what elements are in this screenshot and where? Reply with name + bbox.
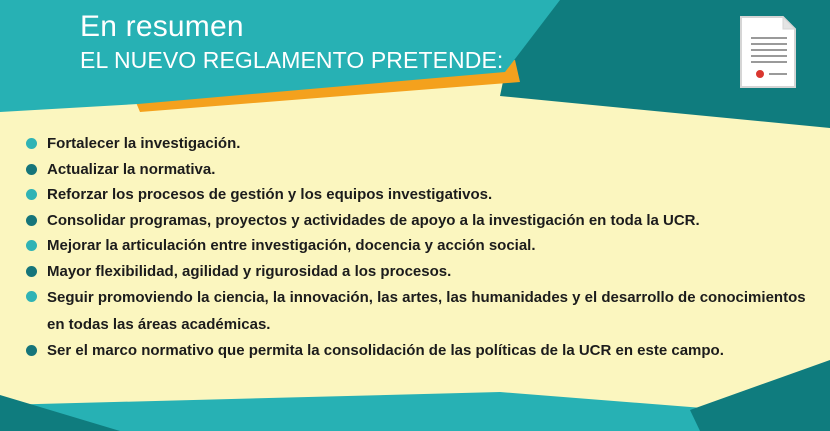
list-item-text: Mayor flexibilidad, agilidad y rigurosidad a los procesos. xyxy=(47,262,452,280)
list-item-text: Actualizar la normativa. xyxy=(47,160,216,178)
list-item xyxy=(26,131,826,157)
list-item xyxy=(26,259,826,285)
list-item xyxy=(26,338,826,364)
page-subtitle: EL NUEVO REGLAMENTO PRETENDE: xyxy=(80,47,504,73)
page-title: En resumen xyxy=(80,10,244,43)
list-item-text: Seguir promoviendo la ciencia, la innovación, las artes, las humanidades y el desarrollo de conocimientos en todas las áreas académicas. xyxy=(47,289,806,333)
document-icon xyxy=(739,15,797,89)
header xyxy=(80,10,503,74)
bottom-right-dark-wedge xyxy=(690,360,830,431)
list-item-text: Mejorar la articulación entre investigación, docencia y acción social. xyxy=(47,237,536,254)
list-item xyxy=(26,284,826,338)
bullet-dot-icon xyxy=(26,291,37,302)
bullet-dot-icon xyxy=(26,215,37,226)
bullet-dot-icon xyxy=(26,266,37,277)
bullet-dot-icon xyxy=(26,164,37,175)
bullet-dot-icon xyxy=(26,345,37,356)
list-item-text: Ser el marco normativo que permita la consolidación de las políticas de la UCR en este campo. xyxy=(47,342,724,359)
list-item-text: Consolidar programas, proyectos y actividades de apoyo a la investigación en toda la UCR. xyxy=(47,211,700,229)
list-item xyxy=(26,208,826,234)
list-item-text: Reforzar los procesos de gestión y los equipos investigativos. xyxy=(47,186,493,203)
list-item xyxy=(26,157,826,183)
list-item xyxy=(26,233,826,259)
bullet-list xyxy=(26,131,826,364)
bullet-dot-icon xyxy=(26,138,37,149)
list-item-text: Fortalecer la investigación. xyxy=(47,135,241,152)
bullet-dot-icon xyxy=(26,189,37,200)
bullet-dot-icon xyxy=(26,240,37,251)
list-item xyxy=(26,182,826,208)
